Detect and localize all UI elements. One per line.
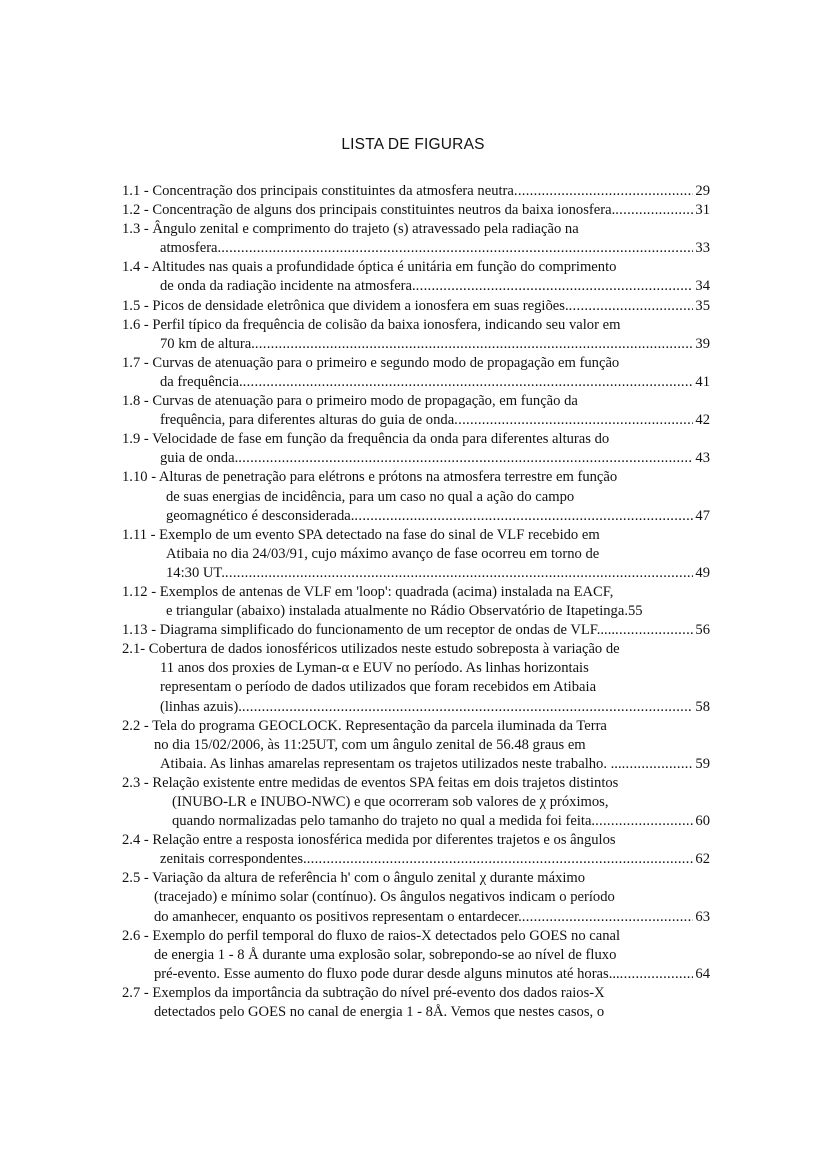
page-number: 59 [695,755,710,772]
figure-entry-line [122,774,710,793]
figure-entry-line [122,736,710,755]
figure-caption-text: 1.4 - Altitudes nas quais a profundidade óptica é unitária em função do comprimento [122,259,617,276]
figure-caption-text: do amanhecer, enquanto os positivos representam o entardecer. [154,908,522,925]
figure-entry [122,430,710,468]
figure-caption-text: zenitais correspondentes. [160,851,307,868]
figure-entry-line [122,488,710,507]
page-number: 47 [695,507,710,524]
figure-entry-line [122,564,710,583]
figure-caption-text: Atibaia. As linhas amarelas representam os trajetos utilizados neste trabalho. ... [160,755,622,772]
page-number: 43 [695,450,710,467]
figure-entry-line [122,640,710,659]
figure-caption-text: 2.2 - Tela do programa GEOCLOCK. Representação da parcela iluminada da Terra [122,717,607,734]
figure-entry-line [122,831,710,850]
page-number: 34 [695,278,710,295]
figure-caption-text: 1.5 - Picos de densidade eletrônica que dividem a ionosfera em suas regiões. [122,297,569,314]
page-number: 58 [695,698,710,715]
dot-leader [242,698,694,717]
figure-entry [122,583,710,621]
figure-entry-line [122,526,710,545]
dot-leader [416,277,694,296]
figure-entry-line [122,220,710,239]
figure-caption-text: 2.4 - Relação entre a resposta ionosférica medida por diferentes trajetos e os ângulos [122,832,616,849]
page-number: 56 [695,622,710,639]
page-number: 41 [695,373,710,390]
figure-caption-text: da frequência. [160,373,243,390]
figure-entry-line [122,392,710,411]
dot-leader [522,908,694,927]
figure-entry-line [122,583,710,602]
figure-entry-line [122,678,710,697]
dot-leader [225,564,693,583]
figure-entry-line [122,755,710,774]
figure-entry-line [122,468,710,487]
figure-caption-text: Atibaia no dia 24/03/91, cujo máximo avanço de fase ocorreu em torno de [166,545,600,562]
figure-entry-line [122,297,710,316]
figure-caption-text: 1.10 - Alturas de penetração para elétrons e prótons na atmosfera terrestre em função [122,469,618,486]
figure-entry-line [122,316,710,335]
figure-entry [122,621,710,640]
figure-entry-line [122,239,710,258]
figure-entry-line [122,335,710,354]
page-number: 64 [695,965,710,982]
dot-leader [615,621,693,640]
figure-entry [122,354,710,392]
figure-entry [122,201,710,220]
figure-caption-text: 2.5 - Variação da altura de referência h' com o ângulo zenital χ durante máximo [122,870,586,887]
figure-entry-line [122,793,710,812]
dot-leader [620,965,694,984]
figure-caption-text: pré-evento. Esse aumento do fluxo pode durar desde alguns minutos até horas... [154,965,620,982]
figure-caption-text: atmosfera. [160,240,222,257]
figure-entry [122,640,710,716]
dot-leader [514,182,694,201]
page-number: 49 [695,564,710,581]
figure-caption-text: (tracejado) e mínimo solar (contínuo). Os ângulos negativos indicam o período [154,889,615,906]
figure-caption-text: de suas energias de incidência, para um caso no qual a ação do campo [166,488,575,505]
figure-entry-line [122,717,710,736]
figure-list [122,182,710,1022]
figure-entry [122,717,710,774]
figure-caption-text: 70 km de altura. [160,335,255,352]
figure-caption-text: 2.3 - Relação existente entre medidas de eventos SPA feitas em dois trajetos distintos [122,774,619,791]
figure-caption-text: (linhas azuis). [160,698,242,715]
figure-entry-line [122,908,710,927]
figure-entry-line [122,888,710,907]
figure-caption-text: 1.9 - Velocidade de fase em função da frequência da onda para diferentes alturas do [122,431,610,448]
figure-caption-text: (INUBO-LR e INUBO-NWC) e que ocorreram sob valores de χ próximos, [172,794,609,810]
page-title: LISTA DE FIGURAS [341,136,485,153]
figure-entry-line [122,182,710,201]
figure-entry [122,468,710,525]
figure-entry-line [122,984,710,1003]
figure-entry-line [122,869,710,888]
figure-entry [122,831,710,869]
figure-entry [122,220,710,258]
dot-leader [221,239,693,258]
figure-caption-text: no dia 15/02/2006, às 11:25UT, com um ângulo zenital de 56.48 graus em [154,736,586,753]
dot-leader [595,812,693,831]
figure-entry-line [122,411,710,430]
figure-entry-line [122,698,710,717]
dot-leader [569,297,694,316]
dot-leader [238,449,693,468]
figure-entry-line [122,430,710,449]
figure-caption-text: 1.13 - Diagrama simplificado do funcionamento de um receptor de ondas de VLF..... [122,622,615,639]
figure-entry-line [122,507,710,526]
figure-caption-text: 1.7 - Curvas de atenuação para o primeiro e segundo modo de propagação em função [122,354,620,371]
dot-leader [243,373,694,392]
figure-caption-text: de energia 1 - 8 Å durante uma explosão solar, sobrepondo-se ao nível de fluxo [154,946,617,963]
page-number: 33 [695,240,710,257]
figure-caption-text: detectados pelo GOES no canal de energia 1 - 8Å. Vemos que nestes casos, o [154,1004,605,1021]
figure-entry-line [122,659,710,678]
figure-entry-line [122,812,710,831]
figure-caption-text: 1.8 - Curvas de atenuação para o primeiro modo de propagação, em função da [122,393,578,410]
figure-entry-line [122,1003,710,1022]
figure-entry-line [122,621,710,640]
figure-entry [122,869,710,926]
dot-leader [454,411,693,430]
page-number: 63 [695,908,710,925]
figure-caption-text: 1.1 - Concentração dos principais constituintes da atmosfera neutra [122,183,514,199]
figure-entry-line [122,927,710,946]
figure-entry-line [122,354,710,373]
figure-caption-text: 1.3 - Ângulo zenital e comprimento do trajeto (s) atravessado pela radiação na [122,221,579,238]
page-number: 35 [695,297,710,314]
figure-caption-text: 1.11 - Exemplo de um evento SPA detectado na fase do sinal de VLF recebido em [122,526,600,543]
page-number: 39 [695,335,710,352]
figure-entry [122,316,710,354]
page-number: 62 [695,851,710,868]
figure-caption-text: 2.7 - Exemplos da importância da subtração do nível pré-evento dos dados raios-X [122,984,605,1001]
figure-caption-text: 1.6 - Perfil típico da frequência de colisão da baixa ionosfera, indicando seu valor em [122,316,621,333]
page-number: 31 [695,202,710,219]
figure-caption-text: frequência, para diferentes alturas do guia de onda [160,412,455,429]
figure-entry-line [122,545,710,564]
figure-caption-text: 1.12 - Exemplos de antenas de VLF em 'loop': quadrada (acima) instalada na EACF, [122,583,614,600]
dot-leader [622,755,694,774]
figure-entry [122,297,710,316]
dot-leader [354,507,693,526]
figure-entry-line [122,602,710,621]
page-number: 60 [695,813,710,830]
figure-entry [122,927,710,984]
dot-leader [615,201,693,220]
figure-caption-text: geomagnético é desconsiderada. [166,507,355,524]
figure-entry [122,258,710,296]
figure-caption-text: 14:30 UT. [166,564,225,581]
figure-entry [122,392,710,430]
figure-entry-line [122,201,710,220]
figure-caption-text: de onda da radiação incidente na atmosfera. [160,278,416,295]
figure-entry [122,984,710,1022]
figure-entry [122,774,710,831]
figure-entry-line [122,965,710,984]
figure-entry-line [122,946,710,965]
figure-entry-line [122,277,710,296]
figure-caption-text: e triangular (abaixo) instalada atualmente no Rádio Observatório de Itapetinga.55 [166,603,643,620]
figure-caption-text: 2.1- Cobertura de dados ionosféricos utilizados neste estudo sobreposta à variação de [122,641,620,658]
figure-caption-text: quando normalizadas pelo tamanho do trajeto no qual a medida foi feita. [172,813,596,830]
dot-leader [255,335,694,354]
figure-caption-text: guia de onda. [160,450,239,467]
figure-caption-text: 11 anos dos proxies de Lyman-α e EUV no período. As linhas horizontais [160,660,589,677]
figure-entry-line [122,258,710,277]
figure-entry-line [122,373,710,392]
figure-caption-text: 1.2 - Concentração de alguns dos principais constituintes neutros da baixa ionosfera. [122,202,616,219]
dot-leader [307,850,694,869]
figure-entry-line [122,449,710,468]
figure-entry [122,182,710,201]
figure-caption-text: 2.6 - Exemplo do perfil temporal do fluxo de raios-X detectados pelo GOES no canal [122,927,621,944]
page-number: 29 [695,183,710,199]
figure-entry-line [122,850,710,869]
page-number: 42 [695,412,710,429]
figure-caption-text: representam o período de dados utilizados que foram recebidos em Atibaia [160,679,597,696]
figure-entry [122,526,710,583]
